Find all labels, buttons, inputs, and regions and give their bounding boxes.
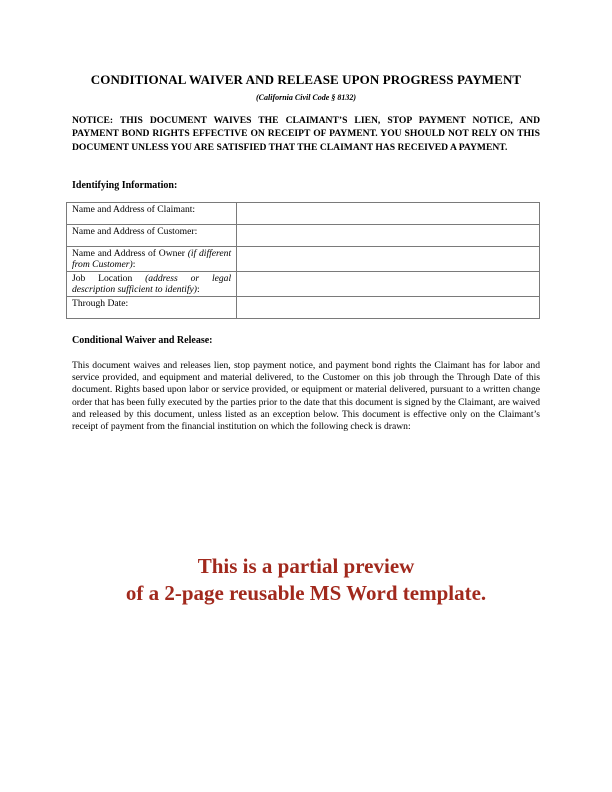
document-subtitle: (California Civil Code § 8132) — [256, 93, 356, 102]
claimant-label: Name and Address of Claimant: — [67, 203, 237, 225]
job-location-note: (address or legal description sufficient to identify) — [72, 273, 232, 295]
identifying-information-heading: Identifying Information: — [72, 180, 178, 191]
owner-label-note: (if different from Customer) — [72, 248, 232, 270]
preview-line-2: of a 2-page reusable MS Word template. — [125, 581, 487, 605]
owner-field[interactable] — [237, 247, 540, 272]
conditional-waiver-heading: Conditional Waiver and Release: — [72, 335, 213, 346]
job-location-field[interactable] — [237, 272, 540, 297]
table-row — [67, 247, 540, 272]
preview-line-1: This is a partial preview — [197, 554, 415, 578]
through-date-field[interactable] — [237, 297, 540, 319]
table-row — [67, 225, 540, 247]
owner-label: Name and Address of Owner (if different from Customer): — [67, 247, 237, 272]
customer-field[interactable] — [237, 225, 540, 247]
table-row — [67, 297, 540, 319]
notice-paragraph: NOTICE: THIS DOCUMENT WAIVES THE CLAIMANT’S LIEN, STOP PAYMENT NOTICE, AND PAYMENT BOND RIGHTS EFFECTIVE ON RECEIPT OF PAYMENT. YOU SHOULD NOT RELY ON THIS DOCUMENT UNLESS YOU ARE SATISFIED THAT THE CLAIMANT HAS RECEIVED A PAYMENT. — [72, 115, 540, 153]
conditional-waiver-body: This document waives and releases lien, stop payment notice, and payment bond rights the Claimant has for labor and service provided, and equipment and material delivered, to the Customer on this job through the Through Date of this document. Rights based upon labor or service provided, or equipment or material delivered, pursuant to a written change order that has been fully executed by the parties prior to the date that this document is signed by the Claimant, are waived and released by this document, unless listed as an exception below. This document is effective only on the Claimant’s receipt of payment from the financial institution on which the following check is drawn: — [72, 360, 540, 433]
through-date-label: Through Date: — [67, 297, 237, 319]
partial-preview-banner — [56, 553, 556, 607]
job-location-label: Job Location (address or legal description sufficient to identify): — [67, 272, 237, 297]
document-title: CONDITIONAL WAIVER AND RELEASE UPON PROGRESS PAYMENT — [90, 72, 522, 87]
table-row — [67, 272, 540, 297]
table-row — [67, 203, 540, 225]
claimant-field[interactable] — [237, 203, 540, 225]
customer-label: Name and Address of Customer: — [67, 225, 237, 247]
identifying-information-table — [66, 202, 540, 319]
